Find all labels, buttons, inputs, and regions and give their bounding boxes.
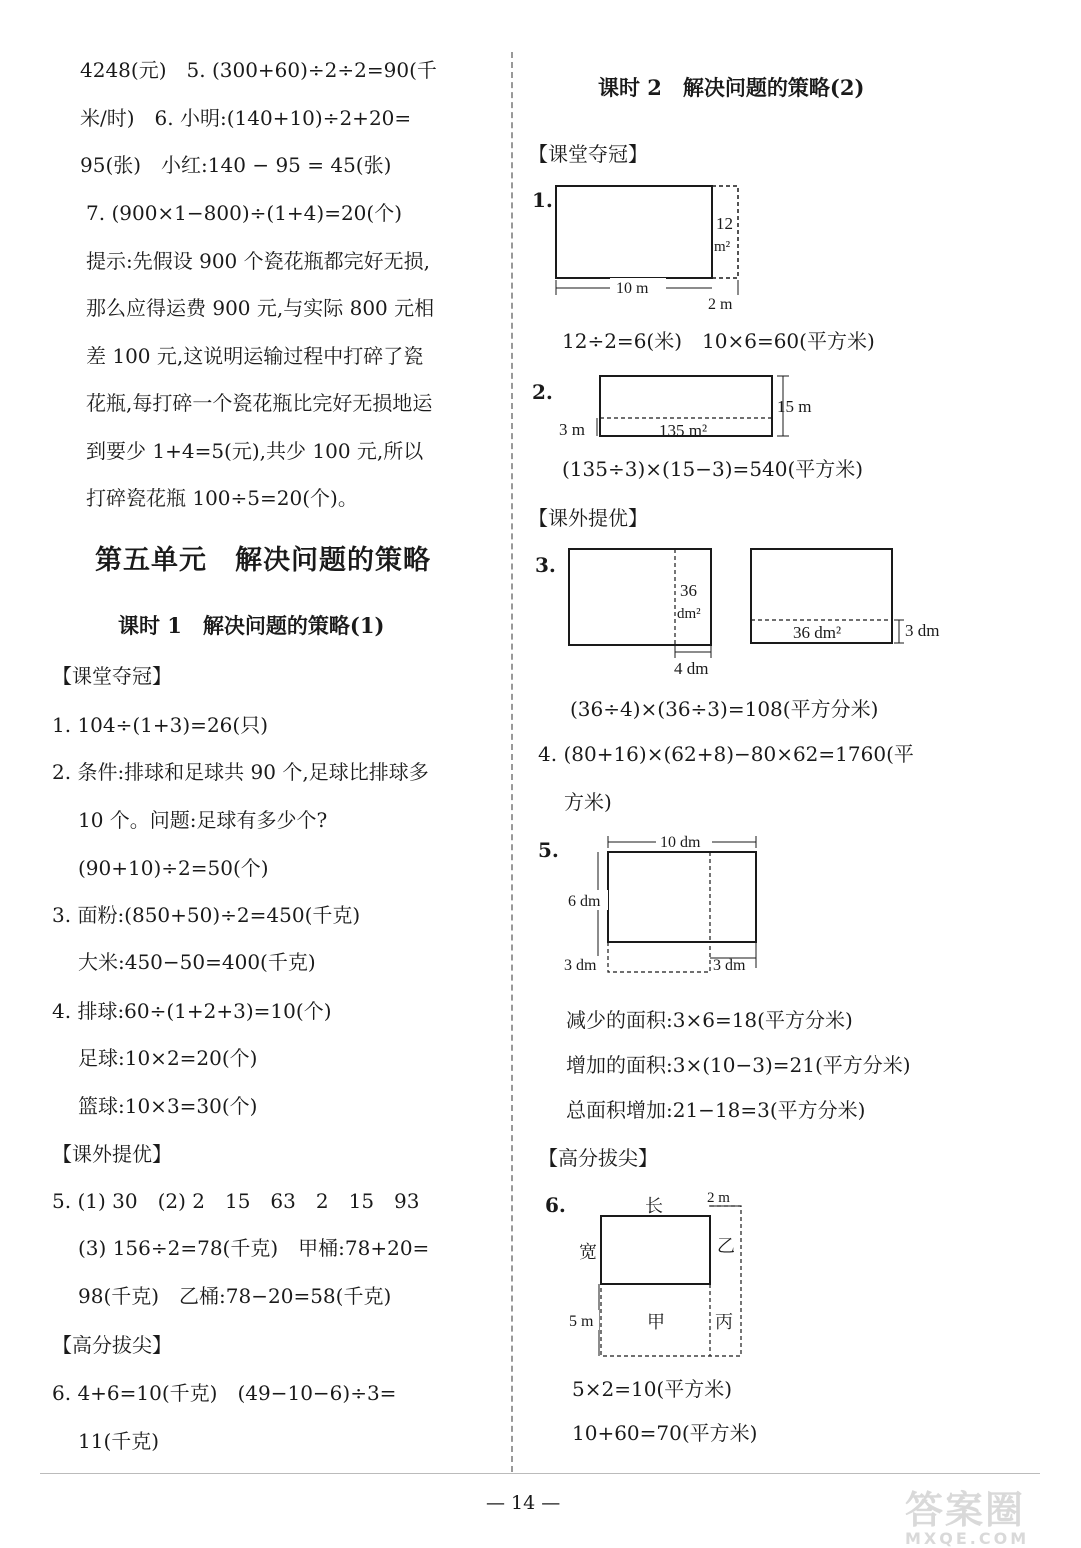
text-line: 4248(元) 5. (300+60)÷2÷2=90(千 bbox=[80, 58, 437, 82]
cut-label: 3 dm bbox=[713, 957, 746, 974]
unit-title: 第五单元 解决问题的策略 bbox=[95, 545, 431, 576]
answer-line: 10+60=70(平方米) bbox=[572, 1421, 758, 1445]
region-jia: 甲 bbox=[647, 1312, 665, 1332]
text-line: 差 100 元,这说明运输过程中打碎了瓷 bbox=[86, 344, 424, 368]
question-number: 5. bbox=[538, 838, 559, 862]
length-label: 10 m bbox=[616, 280, 649, 297]
text-line: 11(千克) bbox=[78, 1429, 160, 1453]
figure-q5 bbox=[560, 828, 770, 978]
question-number: 3. bbox=[535, 553, 556, 577]
text-line: 米/时) 6. 小明:(140+10)÷2+20= bbox=[80, 106, 412, 130]
text-line: 3. 面粉:(850+50)÷2=450(千克) bbox=[52, 903, 361, 927]
text-line: 足球:10×2=20(个) bbox=[78, 1046, 258, 1070]
text-line: 提示:先假设 900 个瓷花瓶都完好无损, bbox=[86, 249, 430, 273]
text-line: 大米:450−50=400(千克) bbox=[78, 950, 316, 974]
strip-label: 3 m bbox=[559, 420, 585, 439]
region-bing: 丙 bbox=[715, 1312, 733, 1332]
figure-q2 bbox=[555, 368, 830, 443]
text-line: 5. (1) 30 (2) 2 15 63 2 15 93 bbox=[52, 1189, 420, 1213]
area-label: 36 bbox=[680, 581, 697, 600]
rectangle bbox=[608, 852, 756, 942]
text-line: 方米) bbox=[564, 790, 612, 814]
answer-line: (36÷4)×(36÷3)=108(平方分米) bbox=[570, 697, 879, 721]
text-line: 10 个。问题:足球有多少个? bbox=[78, 808, 328, 832]
text-line: 1. 104÷(1+3)=26(只) bbox=[52, 713, 268, 737]
area-label: 135 m² bbox=[659, 421, 708, 440]
answer-line: (135÷3)×(15−3)=540(平方米) bbox=[562, 457, 864, 481]
text-line: 花瓶,每打碎一个瓷花瓶比完好无损地运 bbox=[86, 391, 433, 415]
lesson-title: 课时 1 解决问题的策略(1) bbox=[118, 613, 385, 638]
dashed-extension bbox=[601, 1206, 741, 1356]
length-label: 长 bbox=[645, 1196, 663, 1216]
watermark-logo bbox=[905, 1490, 1029, 1548]
rectangle bbox=[556, 186, 712, 278]
height-label: 6 dm bbox=[568, 893, 601, 910]
question-number: 6. bbox=[545, 1193, 566, 1217]
text-line: 98(千克) 乙桶:78−20=58(千克) bbox=[78, 1284, 392, 1308]
section-heading: 【课堂夺冠】 bbox=[52, 664, 172, 688]
section-heading: 【高分拔尖】 bbox=[52, 1333, 172, 1357]
question-number: 2. bbox=[532, 380, 553, 404]
question-number: 1. bbox=[532, 188, 553, 212]
answer-line: 减少的面积:3×6=18(平方分米) bbox=[566, 1008, 853, 1032]
text-line: 到要少 1+4=5(元),共少 100 元,所以 bbox=[86, 439, 424, 463]
text-line: 4. (80+16)×(62+8)−80×62=1760(平 bbox=[538, 742, 914, 766]
section-heading: 【高分拔尖】 bbox=[538, 1146, 658, 1170]
width-label: 4 dm bbox=[674, 659, 709, 678]
section-heading: 【课外提优】 bbox=[52, 1142, 172, 1166]
dashed-extension bbox=[608, 942, 710, 972]
figure-q1 bbox=[552, 180, 752, 314]
text-line: 那么应得运费 900 元,与实际 800 元相 bbox=[86, 296, 435, 320]
area-unit: dm² bbox=[677, 606, 701, 622]
text-line: 篮球:10×3=30(个) bbox=[78, 1094, 258, 1118]
text-line: 打碎瓷花瓶 100÷5=20(个)。 bbox=[86, 486, 358, 510]
text-line: (90+10)÷2=50(个) bbox=[78, 856, 269, 880]
height-label: 3 dm bbox=[905, 621, 940, 640]
text-line: 95(张) 小红:140 − 95 = 45(张) bbox=[80, 153, 392, 177]
footer-rule bbox=[40, 1473, 1040, 1474]
height-label: 15 m bbox=[777, 397, 812, 416]
page-number: — 14 — bbox=[486, 1492, 561, 1514]
answer-line: 增加的面积:3×(10−3)=21(平方分米) bbox=[566, 1053, 911, 1077]
width-label: 宽 bbox=[579, 1242, 597, 1262]
height-label: 5 m bbox=[569, 1313, 594, 1330]
area-unit: m² bbox=[714, 239, 731, 255]
answer-line: 5×2=10(平方米) bbox=[572, 1377, 733, 1401]
area-label: 12 bbox=[716, 214, 733, 233]
extension-label: 3 dm bbox=[564, 957, 597, 974]
extension-label: 2 m bbox=[707, 1190, 730, 1206]
area-label: 36 dm² bbox=[793, 623, 842, 642]
figure-q3 bbox=[560, 540, 960, 682]
text-line: 4. 排球:60÷(1+2+3)=10(个) bbox=[52, 999, 332, 1023]
column-divider bbox=[511, 52, 513, 1472]
length-label: 10 dm bbox=[660, 834, 701, 851]
figure-q6 bbox=[565, 1186, 755, 1361]
text-line: (3) 156÷2=78(千克) 甲桶:78+20= bbox=[78, 1236, 430, 1260]
answer-line: 12÷2=6(米) 10×6=60(平方米) bbox=[562, 329, 875, 353]
text-line: 6. 4+6=10(千克) (49−10−6)÷3= bbox=[52, 1381, 397, 1405]
lesson-title: 课时 2 解决问题的策略(2) bbox=[598, 75, 865, 100]
watermark-url: MXQE.COM bbox=[905, 1529, 1030, 1548]
extension-label: 2 m bbox=[708, 296, 733, 313]
rectangle bbox=[601, 1216, 710, 1284]
section-heading: 【课外提优】 bbox=[528, 506, 648, 530]
watermark-text: 答案圈 bbox=[905, 1488, 1026, 1532]
section-heading: 【课堂夺冠】 bbox=[528, 142, 648, 166]
text-line: 7. (900×1−800)÷(1+4)=20(个) bbox=[86, 201, 403, 225]
region-yi: 乙 bbox=[717, 1236, 735, 1256]
text-line: 2. 条件:排球和足球共 90 个,足球比排球多 bbox=[52, 760, 429, 784]
answer-line: 总面积增加:21−18=3(平方分米) bbox=[566, 1098, 866, 1122]
